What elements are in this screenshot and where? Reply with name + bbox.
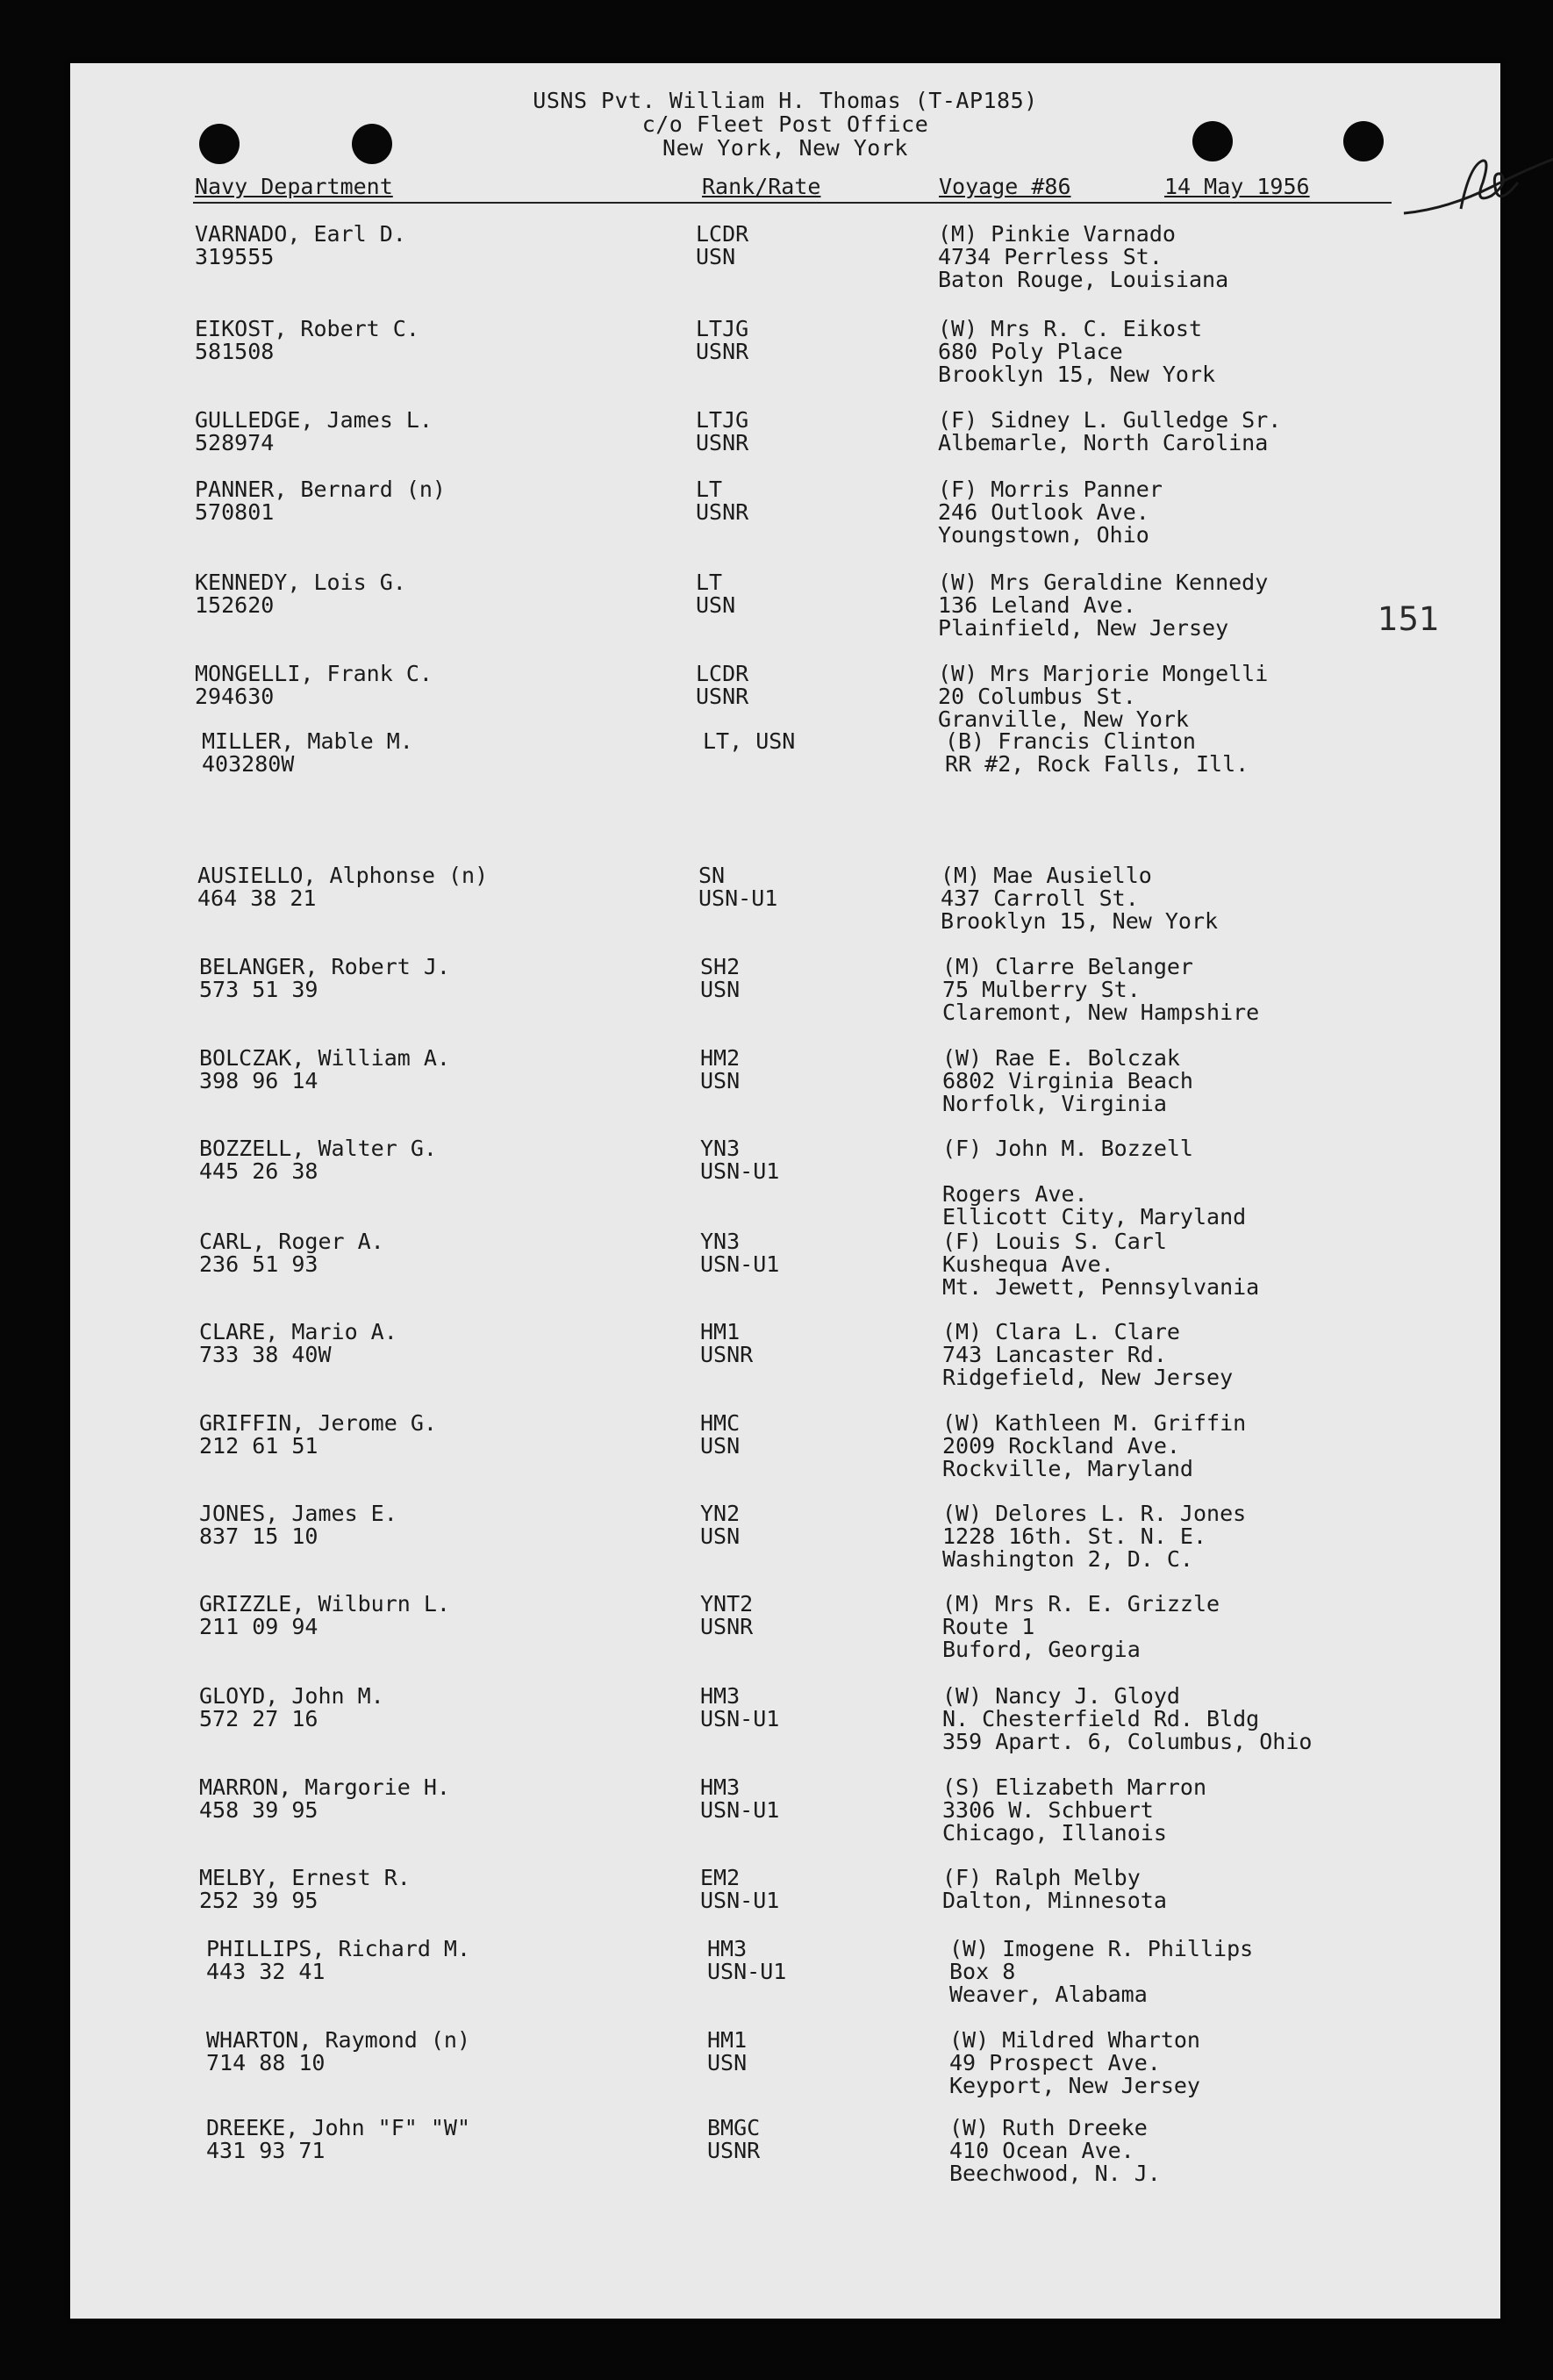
next-of-kin-line: (F) Ralph Melby xyxy=(942,1865,1141,1890)
personnel-name-cell xyxy=(199,1867,411,1912)
service-number: 319555 xyxy=(195,244,275,269)
next-of-kin-line: 1228 16th. St. N. E. xyxy=(942,1523,1207,1549)
next-of-kin-cell xyxy=(942,1685,1312,1753)
rank-cell xyxy=(700,1230,779,1276)
rank-cell xyxy=(696,663,748,708)
next-of-kin-line: Ridgefield, New Jersey xyxy=(942,1365,1234,1390)
rank-cell xyxy=(696,223,748,269)
next-of-kin-line: 680 Poly Place xyxy=(938,339,1123,364)
header-ship-name: USNS Pvt. William H. Thomas (T-AP185) xyxy=(533,88,1038,113)
next-of-kin-line: 49 Prospect Ave. xyxy=(949,2050,1161,2075)
personnel-name-cell xyxy=(199,956,450,1001)
personnel-name: VARNADO, Earl D. xyxy=(195,221,406,247)
next-of-kin-cell xyxy=(941,864,1218,933)
personnel-name-cell xyxy=(199,1776,450,1822)
rank-cell xyxy=(698,864,777,910)
service-number: 573 51 39 xyxy=(199,977,318,1002)
next-of-kin-line: Dalton, Minnesota xyxy=(942,1888,1167,1913)
document-page xyxy=(70,63,1500,2319)
service-number: 236 51 93 xyxy=(199,1251,318,1277)
next-of-kin-line: 75 Mulberry St. xyxy=(942,977,1141,1002)
next-of-kin-line: Brooklyn 15, New York xyxy=(938,362,1216,387)
next-of-kin-line: Kushequa Ave. xyxy=(942,1251,1114,1277)
personnel-name-cell xyxy=(202,730,413,776)
next-of-kin-cell xyxy=(938,478,1163,547)
personnel-name: GLOYD, John M. xyxy=(199,1683,384,1709)
next-of-kin-line: (M) Clara L. Clare xyxy=(942,1319,1180,1344)
service-number: 714 88 10 xyxy=(206,2050,326,2075)
personnel-name: BOZZELL, Walter G. xyxy=(199,1136,437,1161)
next-of-kin-line: RR #2, Rock Falls, Ill. xyxy=(945,751,1249,777)
page-corner-fold xyxy=(1549,2314,1553,2380)
next-of-kin-line: Baton Rouge, Louisiana xyxy=(938,267,1229,292)
next-of-kin-line: (W) Nancy J. Gloyd xyxy=(942,1683,1180,1709)
next-of-kin-cell xyxy=(942,1047,1193,1115)
service-number: 445 26 38 xyxy=(199,1158,318,1184)
rank-line: USN-U1 xyxy=(700,1888,780,1913)
rank-line: USN xyxy=(700,1068,741,1093)
rank-line: USN xyxy=(700,1523,741,1549)
rank-line: BMGC xyxy=(707,2115,761,2140)
rank-cell xyxy=(707,2029,747,2075)
next-of-kin-cell xyxy=(938,663,1268,731)
personnel-name-cell xyxy=(195,223,406,269)
rank-line: USN-U1 xyxy=(700,1797,780,1823)
rank-line: HM2 xyxy=(700,1045,741,1071)
next-of-kin-line: (F) Sidney L. Gulledge Sr. xyxy=(938,407,1282,433)
personnel-name-cell xyxy=(206,2117,470,2162)
personnel-name: GULLEDGE, James L. xyxy=(195,407,433,433)
next-of-kin-cell xyxy=(949,2117,1161,2185)
column-header-rank: Rank/Rate xyxy=(702,174,821,199)
rank-line: USNR xyxy=(696,339,749,364)
personnel-name: MELBY, Ernest R. xyxy=(199,1865,411,1890)
rank-line: SH2 xyxy=(700,954,741,979)
next-of-kin-line: Chicago, Illanois xyxy=(942,1820,1167,1846)
next-of-kin-line: (W) Mrs Marjorie Mongelli xyxy=(938,661,1269,686)
rank-line: HM1 xyxy=(700,1319,741,1344)
rank-line: USNR xyxy=(696,684,749,709)
next-of-kin-line: 3306 W. Schbuert xyxy=(942,1797,1154,1823)
service-number: 403280W xyxy=(202,751,295,777)
personnel-name-cell xyxy=(199,1137,437,1183)
next-of-kin-cell xyxy=(942,1502,1246,1571)
service-number: 443 32 41 xyxy=(206,1959,326,1984)
next-of-kin-line: 136 Leland Ave. xyxy=(938,592,1136,618)
rank-cell xyxy=(700,1593,753,1638)
rank-cell xyxy=(700,1867,779,1912)
personnel-name: DREEKE, John "F" "W" xyxy=(206,2115,471,2140)
rank-line: USN xyxy=(696,592,736,618)
rank-line: YN3 xyxy=(700,1136,741,1161)
rank-line: USN-U1 xyxy=(700,1706,780,1731)
next-of-kin-line: (F) Louis S. Carl xyxy=(942,1229,1167,1254)
service-number: 528974 xyxy=(195,430,275,455)
next-of-kin-line: (W) Kathleen M. Griffin xyxy=(942,1410,1247,1436)
rank-cell xyxy=(700,1321,753,1366)
rank-line: USN xyxy=(707,2050,748,2075)
next-of-kin-line: (F) Morris Panner xyxy=(938,477,1163,502)
personnel-name: KENNEDY, Lois G. xyxy=(195,570,406,595)
rank-line: LTJG xyxy=(696,316,749,341)
personnel-name: EIKOST, Robert C. xyxy=(195,316,419,341)
rank-line: LT, USN xyxy=(703,728,796,754)
next-of-kin-line: (W) Delores L. R. Jones xyxy=(942,1501,1247,1526)
next-of-kin-line: Albemarle, North Carolina xyxy=(938,430,1269,455)
service-number: 572 27 16 xyxy=(199,1706,318,1731)
next-of-kin-line: (S) Elizabeth Marron xyxy=(942,1774,1207,1800)
next-of-kin-cell xyxy=(942,956,1259,1024)
service-number: 431 93 71 xyxy=(206,2138,326,2163)
next-of-kin-line: (M) Mae Ausiello xyxy=(941,863,1152,888)
rank-line: SN xyxy=(698,863,726,888)
rank-line: HM3 xyxy=(700,1683,741,1709)
personnel-name-cell xyxy=(206,2029,470,2075)
personnel-name-cell xyxy=(199,1502,397,1548)
rank-cell xyxy=(700,1776,779,1822)
service-number: 837 15 10 xyxy=(199,1523,318,1549)
personnel-name: GRIZZLE, Wilburn L. xyxy=(199,1591,450,1617)
next-of-kin-line: Buford, Georgia xyxy=(942,1637,1141,1662)
next-of-kin-cell xyxy=(938,409,1281,455)
next-of-kin-line: Norfolk, Virginia xyxy=(942,1091,1167,1116)
column-header-department: Navy Department xyxy=(195,174,393,199)
next-of-kin-line: 743 Lancaster Rd. xyxy=(942,1342,1167,1367)
rank-cell xyxy=(696,478,748,524)
personnel-name: PANNER, Bernard (n) xyxy=(195,477,446,502)
personnel-name-cell xyxy=(199,1047,450,1093)
header-divider xyxy=(193,202,1392,204)
personnel-name-cell xyxy=(195,478,446,524)
service-number: 398 96 14 xyxy=(199,1068,318,1093)
next-of-kin-line: 20 Columbus St. xyxy=(938,684,1136,709)
next-of-kin-line: Rockville, Maryland xyxy=(942,1456,1193,1481)
next-of-kin-line: Ellicott City, Maryland xyxy=(942,1204,1247,1229)
personnel-name: MILLER, Mable M. xyxy=(202,728,413,754)
next-of-kin-line: 246 Outlook Ave. xyxy=(938,499,1149,525)
next-of-kin-cell xyxy=(938,571,1268,640)
next-of-kin-line: Rogers Ave. xyxy=(942,1181,1088,1207)
next-of-kin-line: (W) Mildred Wharton xyxy=(949,2027,1200,2053)
rank-line: LCDR xyxy=(696,221,749,247)
service-number: 464 38 21 xyxy=(197,885,317,911)
rank-line: LCDR xyxy=(696,661,749,686)
header-post-office: c/o Fleet Post Office xyxy=(641,111,929,137)
next-of-kin-line: (B) Francis Clinton xyxy=(945,728,1196,754)
personnel-name-cell xyxy=(195,318,419,363)
next-of-kin-cell xyxy=(949,2029,1200,2097)
column-header-date: 14 May 1956 xyxy=(1164,174,1310,199)
rank-cell xyxy=(700,956,740,1001)
rank-line: USNR xyxy=(700,1614,754,1639)
rank-cell xyxy=(696,409,748,455)
personnel-name: CLARE, Mario A. xyxy=(199,1319,397,1344)
next-of-kin-line: Youngstown, Ohio xyxy=(938,522,1149,548)
rank-cell xyxy=(696,571,735,617)
personnel-name-cell xyxy=(199,1685,384,1731)
next-of-kin-line: (W) Rae E. Bolczak xyxy=(942,1045,1180,1071)
rank-line: USNR xyxy=(707,2138,761,2163)
personnel-name-cell xyxy=(195,571,406,617)
next-of-kin-line: Beechwood, N. J. xyxy=(949,2161,1161,2186)
personnel-name-cell xyxy=(199,1230,384,1276)
next-of-kin-cell xyxy=(945,730,1249,776)
rank-line: HM3 xyxy=(707,1936,748,1961)
rank-line: YNT2 xyxy=(700,1591,754,1617)
next-of-kin-line: Washington 2, D. C. xyxy=(942,1546,1193,1572)
personnel-name-cell xyxy=(195,409,433,455)
column-header-voyage: Voyage #86 xyxy=(939,174,1071,199)
service-number: 152620 xyxy=(195,592,275,618)
next-of-kin-cell xyxy=(942,1321,1233,1389)
personnel-name: BELANGER, Robert J. xyxy=(199,954,450,979)
next-of-kin-line: (W) Imogene R. Phillips xyxy=(949,1936,1254,1961)
next-of-kin-cell xyxy=(942,1230,1259,1299)
next-of-kin-line: Brooklyn 15, New York xyxy=(941,908,1219,934)
rank-line: USN-U1 xyxy=(700,1158,780,1184)
service-number: 252 39 95 xyxy=(199,1888,318,1913)
next-of-kin-line: (M) Mrs R. E. Grizzle xyxy=(942,1591,1220,1617)
personnel-name-cell xyxy=(199,1321,397,1366)
next-of-kin-cell xyxy=(949,1938,1253,2006)
rank-line: LT xyxy=(696,570,723,595)
next-of-kin-line: Plainfield, New Jersey xyxy=(938,615,1229,641)
rank-line: USN-U1 xyxy=(700,1251,780,1277)
personnel-name: AUSIELLO, Alphonse (n) xyxy=(197,863,489,888)
personnel-name-cell xyxy=(199,1593,450,1638)
handwritten-initials-icon xyxy=(1386,147,1553,244)
rank-line: USN-U1 xyxy=(707,1959,787,1984)
next-of-kin-line: 2009 Rockland Ave. xyxy=(942,1433,1180,1459)
rank-line: LT xyxy=(696,477,723,502)
next-of-kin-line: 6802 Virginia Beach xyxy=(942,1068,1193,1093)
next-of-kin-line: 4734 Perrless St. xyxy=(938,244,1163,269)
service-number: 294630 xyxy=(195,684,275,709)
next-of-kin-line: Weaver, Alabama xyxy=(949,1982,1148,2007)
personnel-name: BOLCZAK, William A. xyxy=(199,1045,450,1071)
next-of-kin-cell xyxy=(942,1776,1206,1845)
service-number: 458 39 95 xyxy=(199,1797,318,1823)
next-of-kin-cell xyxy=(938,223,1228,291)
personnel-name-cell xyxy=(206,1938,470,1983)
next-of-kin-line: (W) Mrs Geraldine Kennedy xyxy=(938,570,1269,595)
next-of-kin-line: Claremont, New Hampshire xyxy=(942,1000,1260,1025)
next-of-kin-line: N. Chesterfield Rd. Bldg xyxy=(942,1706,1260,1731)
next-of-kin-line: Mt. Jewett, Pennsylvania xyxy=(942,1274,1260,1300)
next-of-kin-line: 410 Ocean Ave. xyxy=(949,2138,1134,2163)
service-number: 211 09 94 xyxy=(199,1614,318,1639)
next-of-kin-cell xyxy=(942,1412,1246,1480)
next-of-kin-line: Keyport, New Jersey xyxy=(949,2073,1200,2098)
next-of-kin-line: (W) Ruth Dreeke xyxy=(949,2115,1148,2140)
next-of-kin-cell xyxy=(942,1867,1167,1912)
personnel-name: WHARTON, Raymond (n) xyxy=(206,2027,471,2053)
personnel-name-cell xyxy=(199,1412,437,1458)
rank-line: USN xyxy=(700,1433,741,1459)
page-number: 151 xyxy=(1378,600,1440,638)
next-of-kin-line: (M) Pinkie Varnado xyxy=(938,221,1176,247)
rank-cell xyxy=(703,730,795,753)
rank-cell xyxy=(700,1685,779,1731)
next-of-kin-line: (F) John M. Bozzell xyxy=(942,1136,1193,1161)
service-number: 733 38 40W xyxy=(199,1342,332,1367)
next-of-kin-line: (W) Mrs R. C. Eikost xyxy=(938,316,1203,341)
rank-line: YN2 xyxy=(700,1501,741,1526)
next-of-kin-line: Granville, New York xyxy=(938,706,1189,732)
rank-cell xyxy=(700,1047,740,1093)
next-of-kin-line: 359 Apart. 6, Columbus, Ohio xyxy=(942,1729,1313,1754)
rank-line: USN-U1 xyxy=(698,885,778,911)
next-of-kin-line: Route 1 xyxy=(942,1614,1035,1639)
rank-line: USNR xyxy=(696,430,749,455)
rank-cell xyxy=(707,1938,786,1983)
rank-line: USNR xyxy=(700,1342,754,1367)
service-number: 570801 xyxy=(195,499,275,525)
next-of-kin-cell xyxy=(942,1137,1246,1229)
rank-line: LTJG xyxy=(696,407,749,433)
service-number: 212 61 51 xyxy=(199,1433,318,1459)
next-of-kin-line: Box 8 xyxy=(949,1959,1016,1984)
next-of-kin-cell xyxy=(942,1593,1220,1661)
rank-line: USN xyxy=(700,977,741,1002)
next-of-kin-cell xyxy=(938,318,1215,386)
rank-line: HM3 xyxy=(700,1774,741,1800)
rank-line: USN xyxy=(696,244,736,269)
personnel-name: JONES, James E. xyxy=(199,1501,397,1526)
rank-line: USNR xyxy=(696,499,749,525)
next-of-kin-line xyxy=(942,1160,1246,1183)
rank-cell xyxy=(700,1502,740,1548)
next-of-kin-line: (M) Clarre Belanger xyxy=(942,954,1193,979)
next-of-kin-line: 437 Carroll St. xyxy=(941,885,1139,911)
rank-cell xyxy=(707,2117,760,2162)
rank-cell xyxy=(700,1412,740,1458)
personnel-name: MARRON, Margorie H. xyxy=(199,1774,450,1800)
rank-line: HMC xyxy=(700,1410,741,1436)
service-number: 581508 xyxy=(195,339,275,364)
rank-cell xyxy=(696,318,748,363)
personnel-name: PHILLIPS, Richard M. xyxy=(206,1936,471,1961)
personnel-name-cell xyxy=(195,663,433,708)
header-city: New York, New York xyxy=(662,135,908,161)
personnel-name: GRIFFIN, Jerome G. xyxy=(199,1410,437,1436)
rank-line: EM2 xyxy=(700,1865,741,1890)
personnel-name: CARL, Roger A. xyxy=(199,1229,384,1254)
rank-cell xyxy=(700,1137,779,1183)
rank-line: HM1 xyxy=(707,2027,748,2053)
personnel-name: MONGELLI, Frank C. xyxy=(195,661,433,686)
personnel-name-cell xyxy=(197,864,488,910)
rank-line: YN3 xyxy=(700,1229,741,1254)
